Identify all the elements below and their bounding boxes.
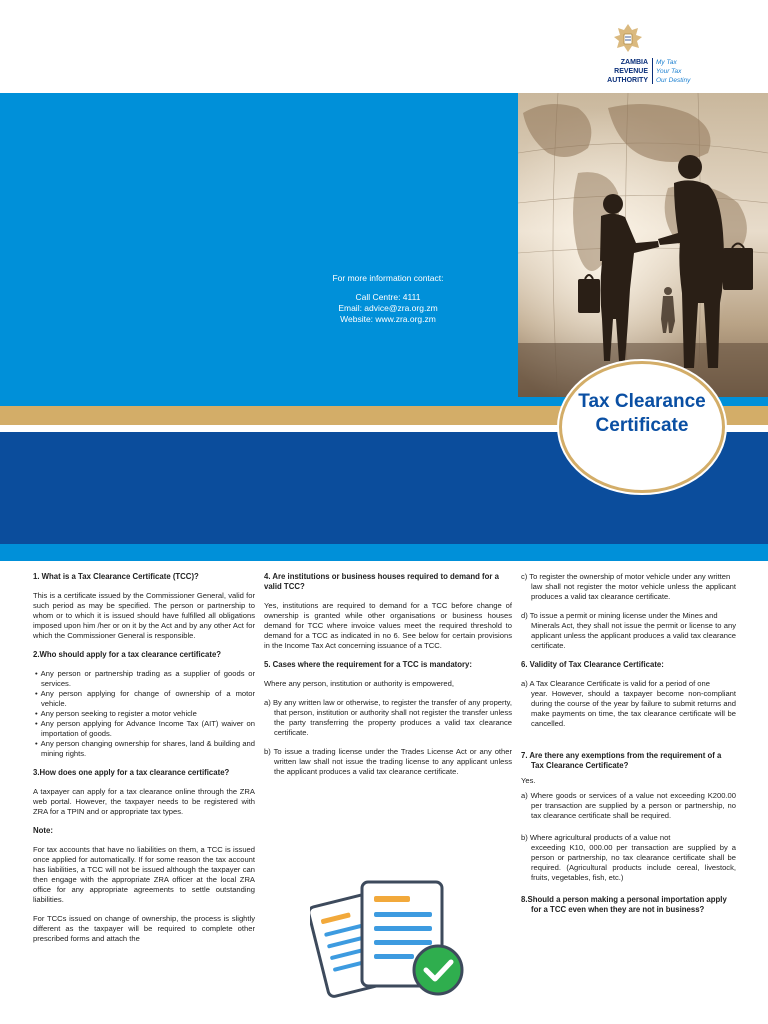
list-item: • Any person applying for change of ownership of a motor vehicle. [33, 689, 255, 709]
logo-org-line: AUTHORITY [607, 77, 648, 84]
logo-org-line: ZAMBIA [620, 59, 648, 66]
answer-5-intro: Where any person, institution or authority is empowered, [264, 679, 454, 688]
contact-call-centre: Call Centre: 4111 [355, 292, 421, 302]
exemption-b-line2: exceeding K10, 000.00 per transaction are supplied by a person or partnership, no tax clearance certificate shall be required. (Agricultural products include cereal, livestock, fruits, vegetables, fish, etc.) [531, 843, 736, 882]
contact-heading: For more information contact: [332, 273, 444, 283]
question-8: 8.Should a person making a personal importation apply for a TCC even when they are not in business? [521, 895, 727, 914]
column-1 [33, 572, 255, 953]
case-b: b) To issue a trading license under the Trades License Act or any other written law shall not issue the trading license to any applicant unless the applicant produces a valid tax clearance certificate. [264, 747, 512, 776]
header [0, 0, 768, 93]
logo-tag-line: Our Destiny [656, 77, 691, 84]
coat-of-arms-icon [610, 22, 646, 56]
note-paragraph: For TCCs issued on change of ownership, the process is slightly different as the taxpayer will be required to complete other prescribed forms and attach the [33, 914, 255, 943]
list-item: • Any person applying for Advance Income Tax (AIT) waiver on importation of goods. [33, 719, 255, 739]
brochure-title [559, 390, 725, 438]
question-7: 7. Are there any exemptions from the requirement of a Tax Clearance Certificate? [521, 751, 722, 770]
case-c-line1: c) To register the ownership of motor vehicle under any written [521, 572, 731, 581]
answer-3: A taxpayer can apply for a tax clearance online through the ZRA web portal. However, the taxpayer needs to be registered with ZRA for a TPIN and or appropriate tax types. [33, 787, 255, 816]
question-6: 6. Validity of Tax Clearance Certificate: [521, 660, 664, 669]
zra-logo [588, 22, 698, 88]
contact-email: Email: advice@zra.org.zm [338, 303, 438, 313]
validity-line1: a) A Tax Clearance Certificate is valid for a period of one [521, 679, 710, 688]
question-1: 1. What is a Tax Clearance Certificate (TCC)? [33, 572, 199, 581]
answer-4: Yes, institutions are required to demand for a TCC before change of ownership is granted while other organisations or business houses demand for TCC where invoice values meet the required threshold to demand for a TCC as indicated in no 6. See below for certain provisions in the Income Tax Act concerning issuance of a TCC. [264, 601, 512, 650]
business-handshake-photo [518, 93, 768, 401]
logo-tag-line: Your Tax [656, 68, 682, 75]
stripe-blue-bottom [0, 544, 768, 561]
logo-tag-line: My Tax [656, 59, 677, 66]
list-item: • Any person seeking to register a motor vehicle [33, 709, 255, 719]
contact-website: Website: www.zra.org.zm [340, 314, 436, 324]
contact-info [250, 273, 526, 325]
exemption-yes: Yes. [521, 776, 536, 785]
case-c-line2: law shall not register the motor vehicle unless the applicant produces a valid tax clearance certificate. [531, 582, 736, 601]
logo-tagline [656, 58, 716, 85]
question-3: 3.How does one apply for a tax clearance certificate? [33, 768, 230, 777]
exemption-a: a) Where goods or services of a value not exceeding K200.00 per transaction are supplied by a person or partnership, no tax clearance certificate shall be required. [521, 791, 736, 820]
note-label: Note: [33, 826, 53, 835]
note-paragraph: For tax accounts that have no liabilities on them, a TCC is issued once applied for automatically. If for some reason the tax account has liabilities, a TCC will not be issued although the taxpayer can then engage with the appropriate ZRA officer at the local ZRA office for any appropriate agreements to settle outstanding liabilities. [33, 845, 255, 904]
answer-1: This is a certificate issued by the Commissioner General, valid for such period as may be specified. The person or partnership to whom or to which it is issued should have fulfilled all obligations imposed upon him /her or on it by the Act and by any other Act for which the Commissioner General is responsible. [33, 591, 255, 640]
question-4: 4. Are institutions or business houses required to demand for a valid TCC? [264, 572, 499, 591]
column-3 [521, 572, 736, 924]
cover-blue-panel [0, 93, 518, 397]
question-2: 2.Who should apply for a tax clearance certificate? [33, 650, 222, 659]
logo-org-line: REVENUE [614, 68, 648, 75]
question-5: 5. Cases where the requirement for a TCC is mandatory: [264, 660, 472, 669]
column-2 [264, 572, 512, 786]
logo-org-name [588, 58, 648, 85]
list-item: • Any person or partnership trading as a supplier of goods or services. [33, 669, 255, 689]
case-a: a) By any written law or otherwise, to register the transfer of any property, that person, institution or authority shall not register the transfer unless the party transferring the property produces a valid tax clearance certificate. [264, 698, 512, 737]
validity-line2: year. However, should a taxpayer become non-compliant during the course of the year by failure to submit returns and make payments on time, the tax clearance certificate will be cancelled. [531, 689, 736, 728]
exemption-b-line1: b) Where agricultural products of a value not [521, 833, 671, 842]
applicant-list [33, 669, 255, 759]
title-line: Tax Clearance [578, 391, 706, 412]
documents-check-icon [310, 876, 470, 1004]
list-item: • Any person changing ownership for shares, land & building and mining rights. [33, 739, 255, 759]
case-d-line2: Minerals Act, they shall not issue the permit or license to any applicant unless the applicant produces a valid tax clearance certificate. [531, 621, 736, 650]
title-line: Certificate [595, 415, 689, 436]
case-d-line1: d) To issue a permit or mining license under the Mines and [521, 611, 718, 620]
logo-divider [652, 58, 653, 84]
